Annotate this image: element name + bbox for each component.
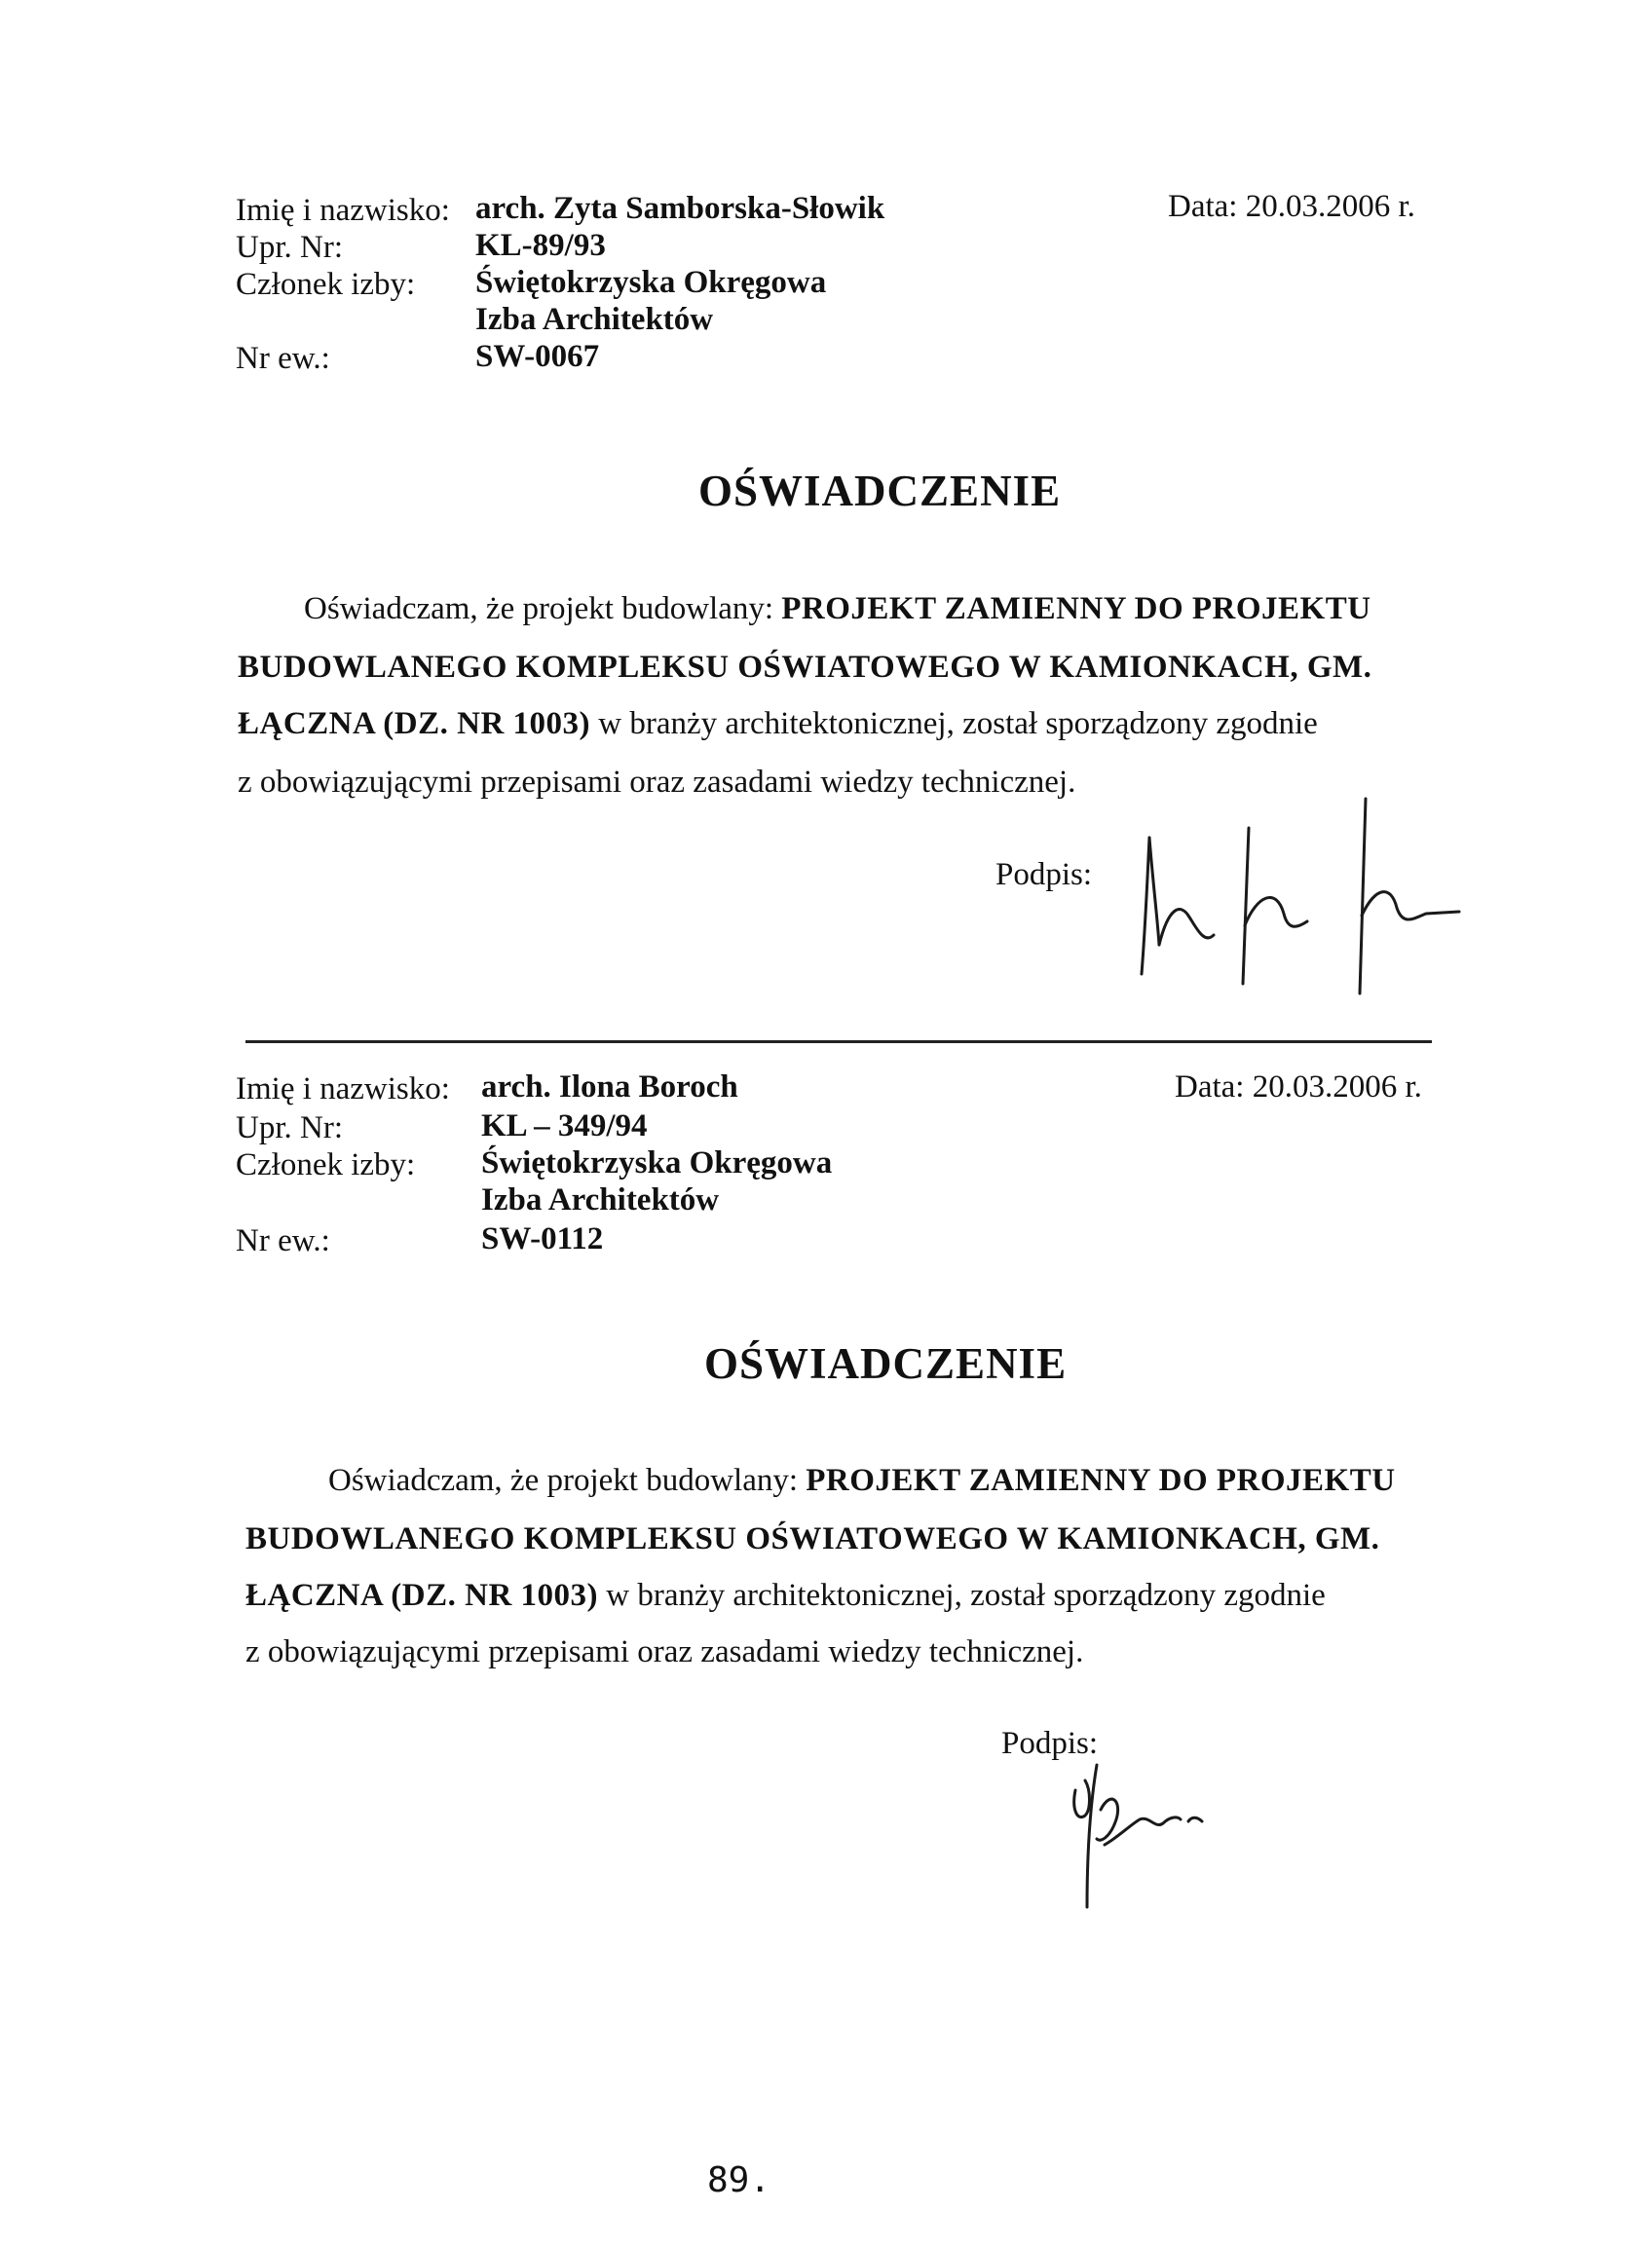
text-branch: w branży architektonicznej, został sporządzony zgodnie [590, 706, 1318, 741]
statement-text-line-3 [238, 694, 1318, 753]
section-divider [245, 1040, 1432, 1043]
statement-text-line-4 [238, 753, 1075, 811]
project-name-part-2: BUDOWLANEGO KOMPLEKSU OŚWIATOWEGO W KAMIONKACH, GM. [238, 650, 1372, 685]
member-value-line-2: Izba Architektów [475, 302, 714, 337]
text-intro: Oświadczam, że projekt budowlany: [304, 591, 782, 626]
project-name-part-3: ŁĄCZNA (DZ. NR 1003) [238, 706, 591, 741]
text-compliance: z obowiązującymi przepisami oraz zasadami wiedzy technicznej. [238, 765, 1076, 800]
project-name-part-1: PROJEKT ZAMIENNY DO PROJEKTU [781, 591, 1371, 626]
nr-value: SW-0112 [481, 1221, 604, 1256]
name-value: arch. Zyta Samborska-Słowik [475, 191, 885, 226]
member-value-line-1: Świętokrzyska Okręgowa [475, 265, 827, 300]
name-value: arch. Ilona Boroch [481, 1069, 738, 1105]
nr-label: Nr ew.: [236, 1223, 330, 1258]
statement-text-line-2 [245, 1510, 1379, 1568]
name-label: Imię i nazwisko: [236, 193, 450, 228]
statement-text-line-1 [328, 1451, 1396, 1510]
name-label: Imię i nazwisko: [236, 1071, 450, 1106]
text-intro: Oświadczam, że projekt budowlany: [328, 1463, 807, 1498]
project-name-part-2: BUDOWLANEGO KOMPLEKSU OŚWIATOWEGO W KAMIONKACH, GM. [245, 1521, 1380, 1556]
member-label: Członek izby: [236, 267, 416, 302]
project-name-part-3: ŁĄCZNA (DZ. NR 1003) [245, 1578, 599, 1613]
text-compliance: z obowiązującymi przepisami oraz zasadami wiedzy technicznej. [245, 1634, 1084, 1669]
signature-label: Podpis: [1001, 1726, 1099, 1761]
statement-text-line-1 [304, 580, 1371, 638]
member-label: Członek izby: [236, 1147, 416, 1182]
upr-label: Upr. Nr: [236, 230, 343, 265]
project-name-part-1: PROJEKT ZAMIENNY DO PROJEKTU [806, 1463, 1396, 1498]
signature-label: Podpis: [995, 857, 1093, 892]
page-number: 89. [707, 2160, 771, 2200]
nr-value: SW-0067 [475, 339, 600, 374]
statement-text-line-3 [245, 1566, 1326, 1625]
handwritten-signature [1120, 799, 1471, 1008]
member-value-line-1: Świętokrzyska Okręgowa [481, 1145, 833, 1180]
member-value-line-2: Izba Architektów [481, 1182, 720, 1218]
statement-text-line-2 [238, 638, 1371, 696]
nr-label: Nr ew.: [236, 341, 330, 376]
statement-title: OŚWIADCZENIE [698, 467, 1062, 515]
upr-value: KL – 349/94 [481, 1108, 648, 1143]
handwritten-signature [1062, 1761, 1237, 1922]
date: Data: 20.03.2006 r. [1168, 189, 1415, 224]
upr-value: KL-89/93 [475, 228, 606, 263]
statement-text-line-4 [245, 1623, 1083, 1681]
statement-title: OŚWIADCZENIE [704, 1339, 1068, 1388]
date: Data: 20.03.2006 r. [1175, 1069, 1422, 1105]
text-branch: w branży architektonicznej, został sporządzony zgodnie [598, 1578, 1326, 1613]
upr-label: Upr. Nr: [236, 1110, 343, 1145]
